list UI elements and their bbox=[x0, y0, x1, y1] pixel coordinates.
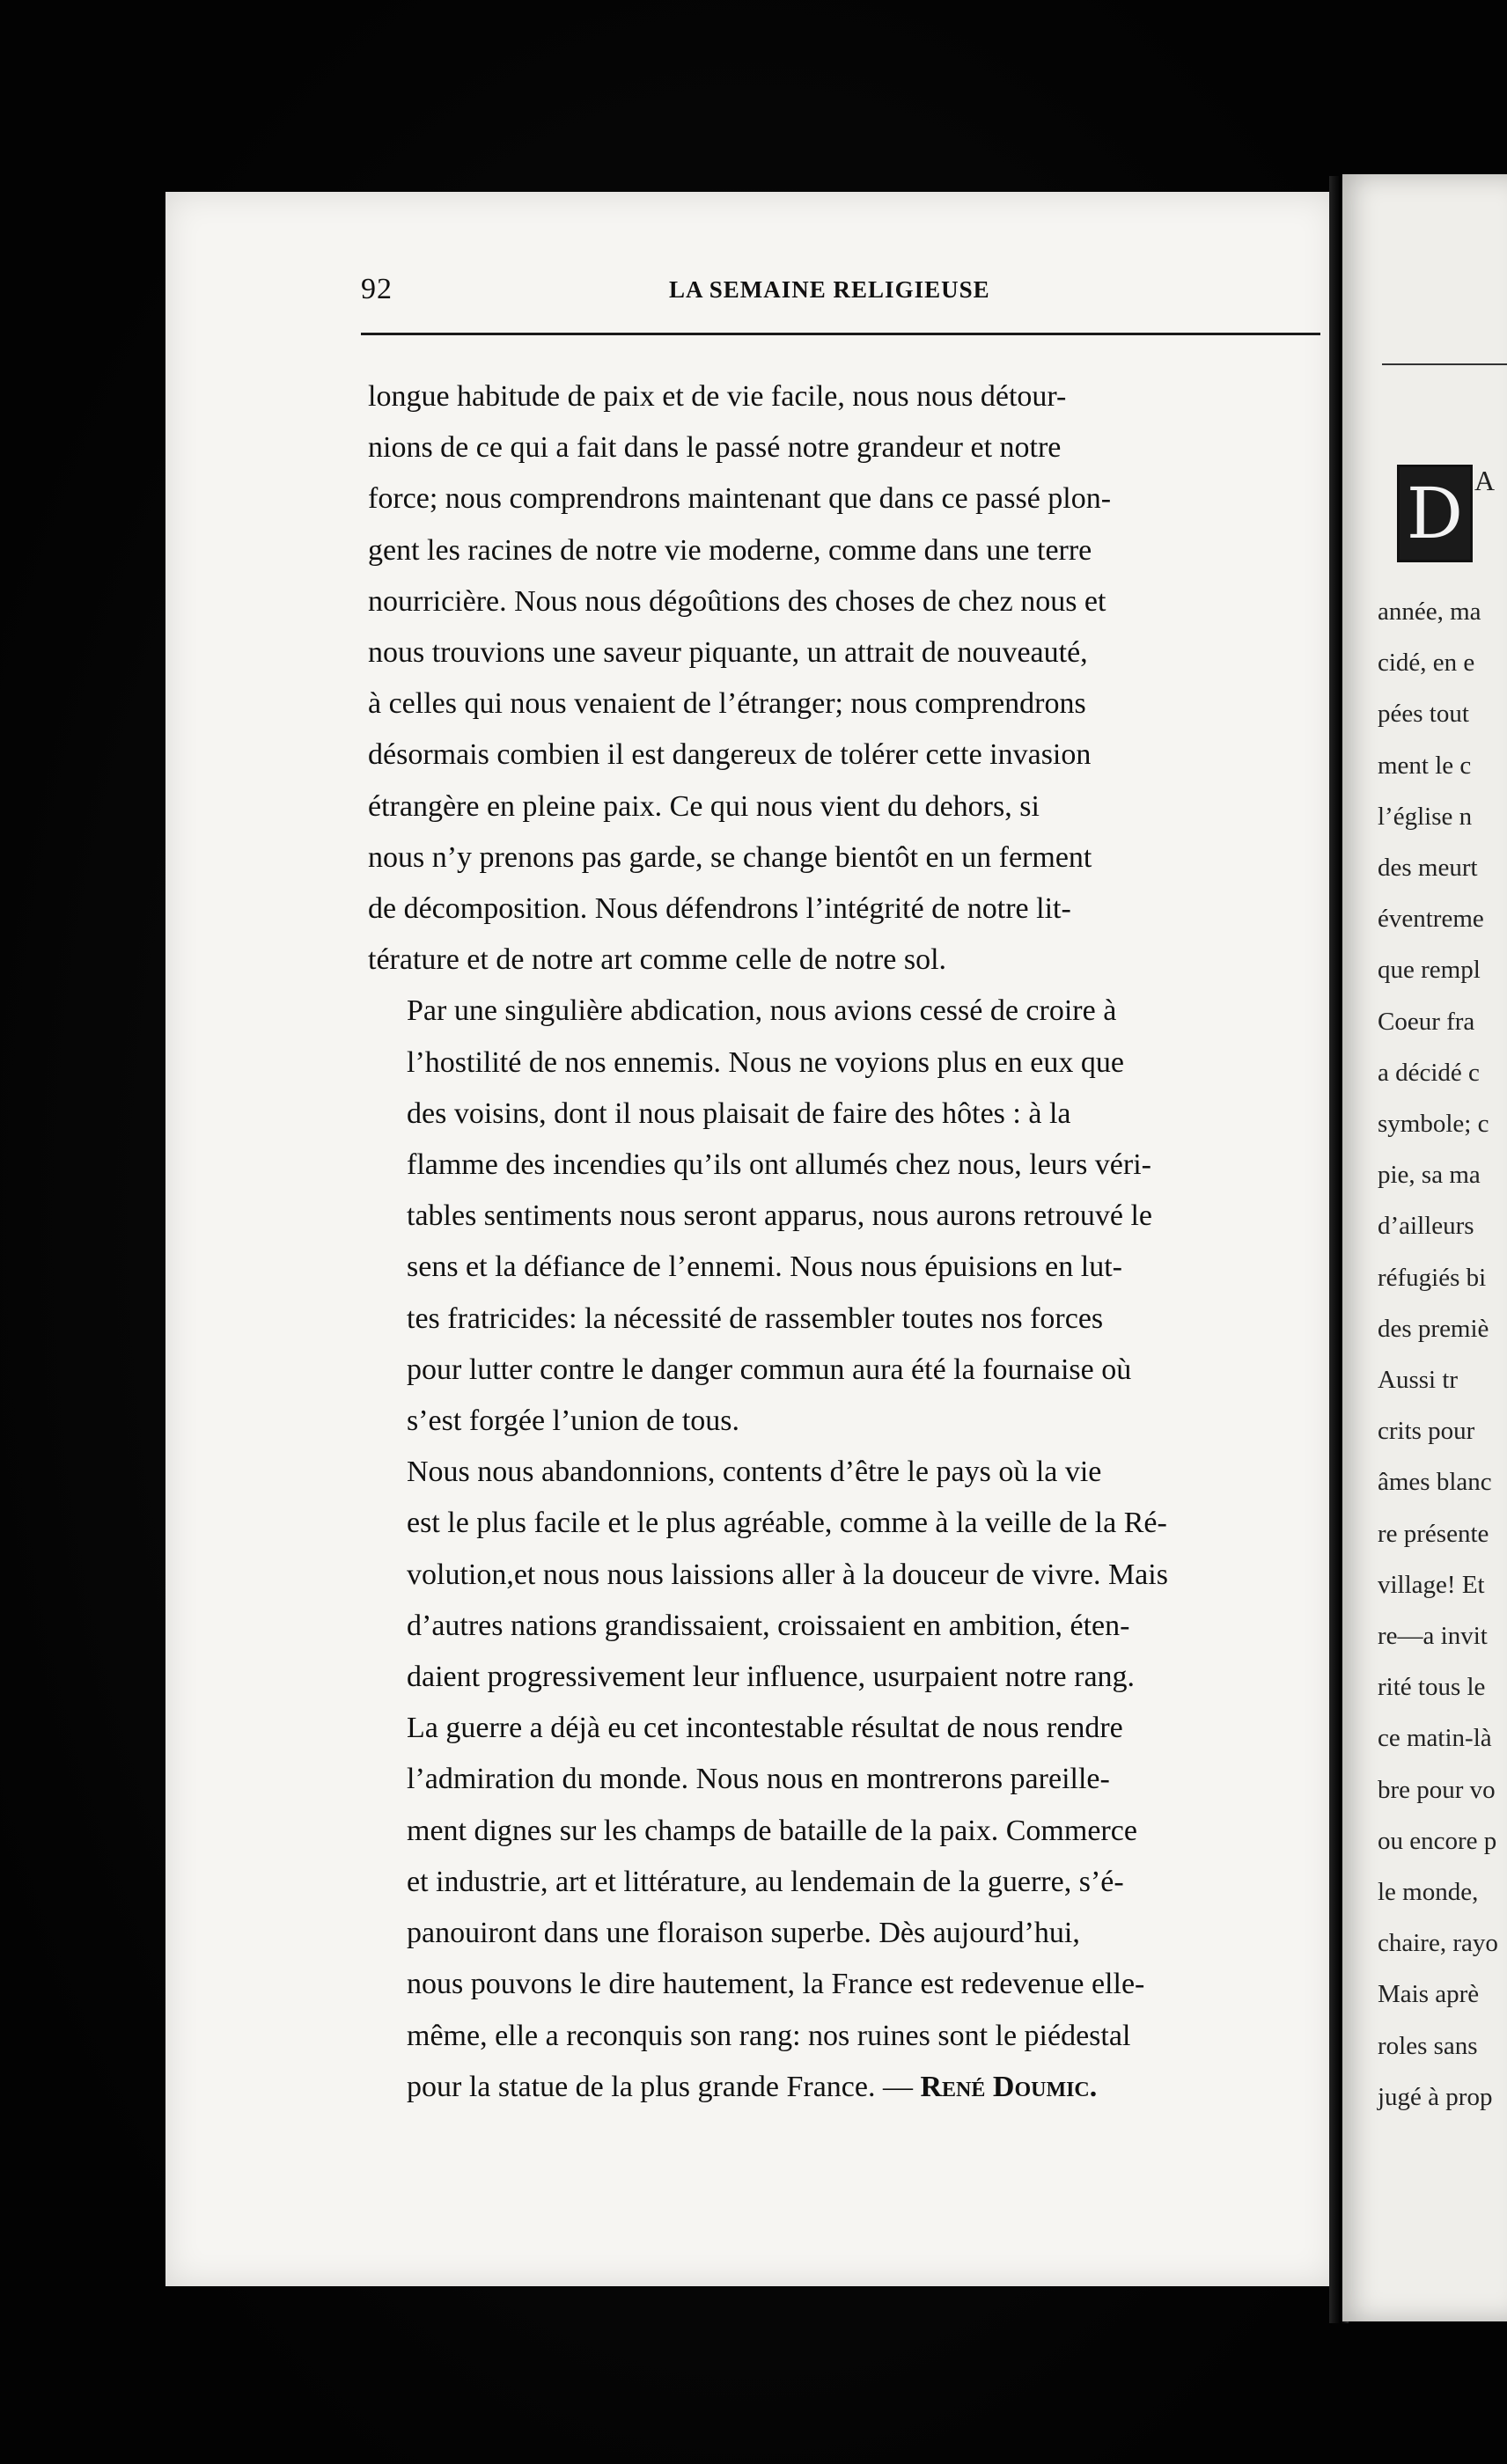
text-line: pour lutter contre le danger commun aura été la fournaise où bbox=[407, 1353, 1132, 1386]
text-line: ment dignes sur les champs de bataille de la paix. Commerce bbox=[407, 1814, 1137, 1847]
text-line: désormais combien il est dangereux de tolérer cette invasion bbox=[368, 738, 1092, 772]
facing-page-line: pées tout bbox=[1378, 700, 1469, 729]
page-number: 92 bbox=[361, 273, 393, 305]
facing-page-text bbox=[1378, 586, 1507, 2123]
text-line: daient progressivement leur influence, usurpaient notre rang. bbox=[407, 1661, 1136, 1694]
text-line: nous trouvions une saveur piquante, un attrait de nouveauté, bbox=[368, 636, 1088, 670]
facing-page-line: réfugiés bi bbox=[1378, 1263, 1487, 1292]
facing-page-line: l’église n bbox=[1378, 802, 1473, 831]
text-line: tables sentiments nous seront apparus, nous aurons retrouvé le bbox=[407, 1199, 1152, 1233]
page-header bbox=[361, 273, 1329, 308]
facing-page-line: bre pour vo bbox=[1378, 1775, 1496, 1804]
text-line: térature et de notre art comme celle de notre sol. bbox=[368, 943, 947, 977]
text-line: gent les racines de notre vie moderne, comme dans une terre bbox=[368, 533, 1092, 567]
facing-page-dropcap: D bbox=[1397, 465, 1473, 562]
facing-page-line: re—a invit bbox=[1378, 1622, 1488, 1651]
facing-page-line: ment le c bbox=[1378, 751, 1472, 780]
facing-page-line: le monde, bbox=[1378, 1878, 1479, 1907]
facing-page-line: que rempl bbox=[1378, 956, 1481, 985]
text-line: l’admiration du monde. Nous nous en montrerons pareille- bbox=[407, 1763, 1110, 1796]
facing-page-rule bbox=[1382, 363, 1507, 365]
text-line: étrangère en pleine paix. Ce qui nous vient du dehors, si bbox=[368, 789, 1040, 823]
facing-page-line: jugé à prop bbox=[1378, 2082, 1493, 2111]
facing-page-line: re présente bbox=[1378, 1519, 1489, 1548]
facing-page-line: Aussi tr bbox=[1378, 1366, 1459, 1395]
facing-page-line: cidé, en e bbox=[1378, 649, 1475, 678]
text-line: longue habitude de paix et de vie facile, nous nous détour- bbox=[368, 380, 1067, 413]
author-signature: René Doumic. bbox=[920, 2070, 1098, 2103]
running-title: LA SEMAINE RELIGIEUSE bbox=[669, 276, 990, 303]
text-line: force; nous comprendrons maintenant que dans ce passé plon- bbox=[368, 482, 1112, 516]
facing-page bbox=[1342, 174, 1507, 2321]
text-line: tes fratricides: la nécessité de rassembler toutes nos forces bbox=[407, 1302, 1104, 1335]
text-line: nous n’y prenons pas garde, se change bientôt en un ferment bbox=[368, 840, 1092, 874]
facing-page-line: ou encore p bbox=[1378, 1826, 1497, 1855]
text-line: est le plus facile et le plus agréable, comme à la veille de la Ré- bbox=[407, 1507, 1167, 1540]
text-line: Par une singulière abdication, nous avions cessé de croire à bbox=[407, 994, 1117, 1028]
text-line: panouiront dans une floraison superbe. Dès aujourd’hui, bbox=[407, 1917, 1080, 1950]
text-line: nourricière. Nous nous dégoûtions des choses de chez nous et bbox=[368, 584, 1106, 618]
facing-page-line: crits pour bbox=[1378, 1417, 1475, 1446]
text-line: Nous nous abandonnions, contents d’être le pays où la vie bbox=[407, 1456, 1102, 1489]
text-line: sens et la défiance de l’ennemi. Nous nous épuisions en lut- bbox=[407, 1250, 1122, 1284]
facing-page-line: chaire, rayo bbox=[1378, 1929, 1498, 1958]
text-line: volution,et nous nous laissions aller à la douceur de vivre. Mais bbox=[407, 1558, 1168, 1591]
facing-page-line: symbole; c bbox=[1378, 1110, 1489, 1139]
text-line: l’hostilité de nos ennemis. Nous ne voyions plus en eux que bbox=[407, 1045, 1124, 1079]
text-line: nions de ce qui a fait dans le passé notre grandeur et notre bbox=[368, 431, 1062, 465]
facing-page-line: éventreme bbox=[1378, 905, 1484, 934]
facing-page-line: âmes blanc bbox=[1378, 1468, 1492, 1497]
facing-page-line: rité tous le bbox=[1378, 1673, 1486, 1702]
facing-page-line: d’ailleurs bbox=[1378, 1212, 1474, 1241]
text-line: de décomposition. Nous défendrons l’intégrité de notre lit- bbox=[368, 892, 1071, 926]
facing-page-line: des premiè bbox=[1378, 1314, 1489, 1343]
text-line: même, elle a reconquis son rang: nos ruines sont le piédestal bbox=[407, 2019, 1131, 2052]
text-line: flamme des incendies qu’ils ont allumés chez nous, leurs véri- bbox=[407, 1148, 1151, 1182]
paragraph bbox=[368, 371, 1327, 986]
text-line: à celles qui nous venaient de l’étranger; nous comprendrons bbox=[368, 687, 1086, 721]
header-rule bbox=[361, 333, 1320, 335]
facing-page-line: a décidé c bbox=[1378, 1058, 1480, 1087]
text-line: pour la statue de la plus grande France. — René Doumic. bbox=[407, 2070, 1098, 2103]
facing-page-line: des meurt bbox=[1378, 854, 1478, 883]
article-body bbox=[368, 371, 1327, 2113]
facing-page-line: village! Et bbox=[1378, 1570, 1485, 1599]
facing-page-line: roles sans bbox=[1378, 2031, 1478, 2060]
facing-page-line: Coeur fra bbox=[1378, 1007, 1475, 1036]
text-line: La guerre a déjà eu cet incontestable résultat de nous rendre bbox=[407, 1712, 1123, 1745]
facing-page-dropcap-tail: A bbox=[1474, 465, 1496, 496]
paragraph bbox=[368, 1447, 1327, 2113]
text-line: s’est forgée l’union de tous. bbox=[407, 1404, 740, 1438]
text-line: des voisins, dont il nous plaisait de faire des hôtes : à la bbox=[407, 1096, 1071, 1130]
facing-page-line: pie, sa ma bbox=[1378, 1161, 1481, 1190]
text-line: et industrie, art et littérature, au lendemain de la guerre, s’é- bbox=[407, 1865, 1124, 1898]
facing-page-line: ce matin-là bbox=[1378, 1724, 1492, 1753]
text-line: nous pouvons le dire hautement, la France est redevenue elle- bbox=[407, 1968, 1145, 2001]
facing-page-line: Mais aprè bbox=[1378, 1980, 1480, 2009]
facing-page-line: année, ma bbox=[1378, 598, 1481, 626]
text-line: d’autres nations grandissaient, croissaient en ambition, éten- bbox=[407, 1609, 1130, 1642]
paragraph bbox=[368, 986, 1327, 1447]
